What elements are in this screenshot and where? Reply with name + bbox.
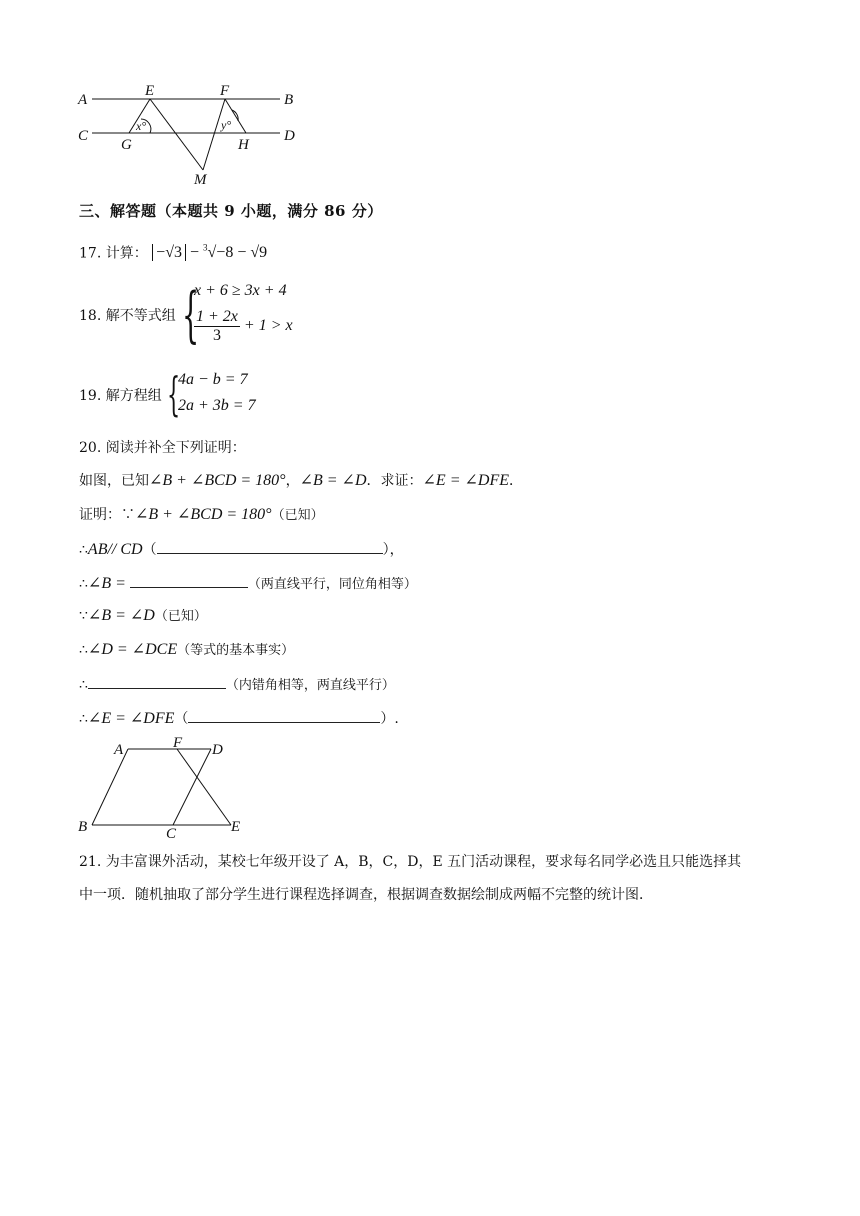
q20-given-prefix: 如图，已知 xyxy=(79,473,149,489)
label-x-angle: x° xyxy=(136,119,147,133)
q19-line1: 4a − b = 7 xyxy=(178,371,248,388)
label-h: H xyxy=(238,137,249,153)
q17-cuberoot-term: √−8 xyxy=(207,244,234,262)
q18-fraction xyxy=(194,308,240,345)
q20-given-line xyxy=(79,471,523,491)
q18-number: 18. xyxy=(79,308,102,324)
q18-brace: { xyxy=(182,280,200,350)
q18-line2 xyxy=(194,308,293,345)
q20-proof-line-1 xyxy=(79,505,324,526)
q20-given-sep-1: ， xyxy=(285,473,300,489)
q17-number: 17. xyxy=(79,245,102,262)
q20-proof-line-5 xyxy=(79,640,294,661)
fig2-label-c: C xyxy=(166,826,177,840)
q18-label: 解不等式组 xyxy=(105,308,176,324)
q20-title: 20. 阅读并补全下列证明： xyxy=(79,440,246,456)
q17-expression xyxy=(152,244,267,261)
q20-l3-answer-blank[interactable] xyxy=(130,573,248,588)
q20-l7-answer-blank[interactable] xyxy=(188,708,380,723)
q19-line2: 2a + 3b = 7 xyxy=(178,397,256,414)
q20-l7-open: （ xyxy=(174,711,189,727)
q20-l5-math: ∠D = ∠DCE xyxy=(87,641,178,658)
label-d: D xyxy=(284,128,295,144)
q20-l4-math: ∠B = ∠D xyxy=(87,607,155,624)
q18-fraction-denominator: 3 xyxy=(212,327,221,344)
q20-given-2: ∠B = ∠D xyxy=(299,472,367,489)
q20-l6-reason: （内错角相等，两直线平行） xyxy=(225,678,395,693)
q20-l6-prefix: ∴ xyxy=(79,677,88,693)
q20-l7-prefix: ∴ xyxy=(79,711,88,727)
q17-cuberoot-index: 3 xyxy=(203,243,208,253)
section-title: 三、解答题（本题共 9 小题，满分 86 分） xyxy=(79,202,383,220)
q20-l4-reason: （已知） xyxy=(154,609,207,624)
label-f: F xyxy=(220,83,230,99)
q20-given-3: ∠E = ∠DFE xyxy=(422,472,509,489)
q20-l4-prefix: ∵ xyxy=(79,608,88,624)
label-b: B xyxy=(284,92,294,108)
label-c: C xyxy=(78,128,89,144)
figure-parallel-lines xyxy=(70,78,310,190)
fig2-label-b: B xyxy=(78,819,88,835)
q18-fraction-numerator: 1 + 2x xyxy=(196,308,238,325)
q20-l5-prefix: ∴ xyxy=(79,642,88,658)
q18-line2-tail: + 1 > x xyxy=(243,317,293,335)
q17-label: 计算： xyxy=(105,245,148,262)
q20-proof-line-6 xyxy=(79,674,395,696)
q20-l7-math: ∠E = ∠DFE xyxy=(87,710,175,727)
q21-line-1: 21. 为丰富课外活动，某校七年级开设了 A，B，C，D，E 五门活动课程，要求每名同学必选且只能选择其 xyxy=(79,854,742,870)
q20-l2-math: AB// CD xyxy=(87,541,143,558)
q20-l6-answer-blank[interactable] xyxy=(88,674,226,689)
fig2-label-e: E xyxy=(231,819,241,835)
q20-l5-reason: （等式的基本事实） xyxy=(177,643,295,658)
q17-abs-term: −√3 xyxy=(152,244,186,261)
fig2-label-f: F xyxy=(173,735,183,751)
q20-l3-math: ∠B = xyxy=(87,575,126,592)
q20-proof-line-4 xyxy=(79,606,207,627)
q19-label-line xyxy=(79,386,162,406)
q18-label-line xyxy=(79,306,176,326)
q20-l2-answer-blank[interactable] xyxy=(157,539,383,554)
question-17 xyxy=(79,238,267,263)
q20-proof-line-7 xyxy=(79,708,399,729)
q20-l3-prefix: ∴ xyxy=(79,576,88,592)
q19-brace: { xyxy=(167,367,181,421)
q20-l3-reason: （两直线平行，同位角相等） xyxy=(247,577,417,592)
figure-parallelogram xyxy=(74,734,254,840)
q19-label: 解方程组 xyxy=(105,388,162,404)
q20-given-sep-2: ．求证： xyxy=(366,473,423,489)
label-e: E xyxy=(145,83,155,99)
label-y-angle: y° xyxy=(221,118,232,132)
q17-sqrt-term: − √9 xyxy=(233,244,268,262)
q20-given-1: ∠B + ∠BCD = 180° xyxy=(149,472,286,489)
q20-proof-line-3 xyxy=(79,573,417,595)
q19-number: 19. xyxy=(79,388,102,404)
q20-l2-open: （ xyxy=(142,542,157,558)
fig2-label-a: A xyxy=(114,742,124,758)
q20-proof-line-2 xyxy=(79,539,404,560)
label-g: G xyxy=(121,137,132,153)
label-m: M xyxy=(194,172,207,188)
q21-line-2: 中一项．随机抽取了部分学生进行课程选择调查，根据调查数据绘制成两幅不完整的统计图． xyxy=(79,887,653,903)
label-a: A xyxy=(78,92,88,108)
q17-minus-1: − xyxy=(185,244,204,262)
q20-given-end: ． xyxy=(509,473,523,489)
q20-proof-prefix: 证明：∵ xyxy=(79,507,135,523)
fig2-label-d: D xyxy=(212,742,223,758)
q20-proof-1: ∠B + ∠BCD = 180° xyxy=(135,506,272,523)
q20-proof-1-reason: （已知） xyxy=(271,508,324,523)
q20-l2-prefix: ∴ xyxy=(79,542,88,558)
q20-l2-close: ）， xyxy=(382,542,404,558)
q20-l7-close: ）. xyxy=(380,711,399,727)
q18-line1: x + 6 ≥ 3x + 4 xyxy=(194,282,287,299)
